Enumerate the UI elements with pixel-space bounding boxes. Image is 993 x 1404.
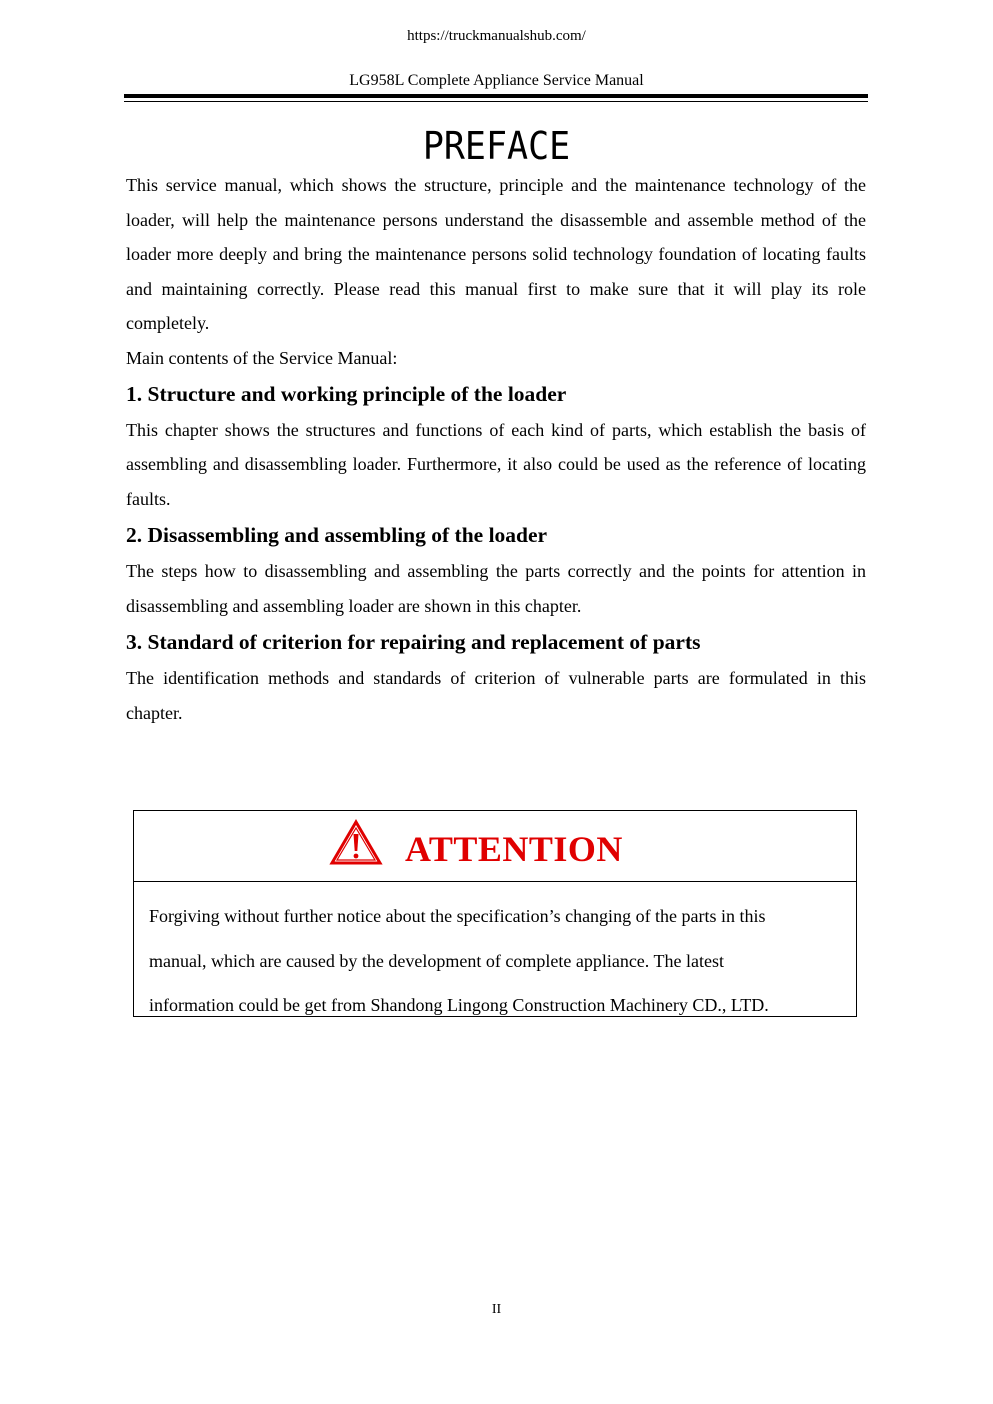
page-title: PREFACE bbox=[422, 124, 571, 168]
source-url: https://truckmanualshub.com/ bbox=[407, 28, 586, 44]
attention-header bbox=[134, 811, 856, 882]
attention-line-2: manual, which are caused by the development of complete appliance. The latest bbox=[149, 950, 724, 971]
page-number: II bbox=[491, 1302, 502, 1317]
section-body-3: The identification methods and standards of criterion of vulnerable parts are formulated in this chapter. bbox=[126, 668, 866, 723]
contents-label: Main contents of the Service Manual: bbox=[126, 347, 398, 368]
preface-content bbox=[126, 168, 866, 730]
attention-title: ATTENTION bbox=[405, 829, 623, 869]
attention-box bbox=[133, 810, 857, 1017]
section-heading-1: 1. Structure and working principle of the loader bbox=[126, 381, 567, 406]
header-rule-thick bbox=[124, 94, 868, 98]
section-heading-2: 2. Disassembling and assembling of the loader bbox=[126, 523, 548, 547]
section-body-1: This chapter shows the structures and functions of each kind of parts, which establish the basis of assembling and disassembling loader. Furthermore, it also could be used as the reference of locating faults. bbox=[126, 419, 866, 509]
warning-triangle-icon bbox=[329, 819, 383, 867]
header-rule-thin bbox=[124, 101, 868, 102]
section-body-2: The steps how to disassembling and assembling the parts correctly and the points for attention in disassembling and assembling loader are shown in this chapter. bbox=[126, 561, 866, 616]
intro-paragraph: This service manual, which shows the structure, principle and the maintenance technology of the loader, will help the maintenance persons understand the disassemble and assemble method of the loader more deeply and bring the maintenance persons solid technology foundation of locating faults and maintaining correctly. Please read this manual first to make sure that it will play its role completely. bbox=[126, 175, 866, 333]
attention-body bbox=[134, 882, 856, 1028]
running-header: LG958L Complete Appliance Service Manual bbox=[349, 72, 644, 89]
attention-line-3: information could be get from Shandong Lingong Construction Machinery CD., LTD. bbox=[149, 995, 769, 1015]
section-heading-3: 3. Standard of criterion for repairing and replacement of parts bbox=[126, 630, 701, 654]
attention-line-1: Forgiving without further notice about the specification’s changing of the parts in this bbox=[149, 906, 766, 926]
